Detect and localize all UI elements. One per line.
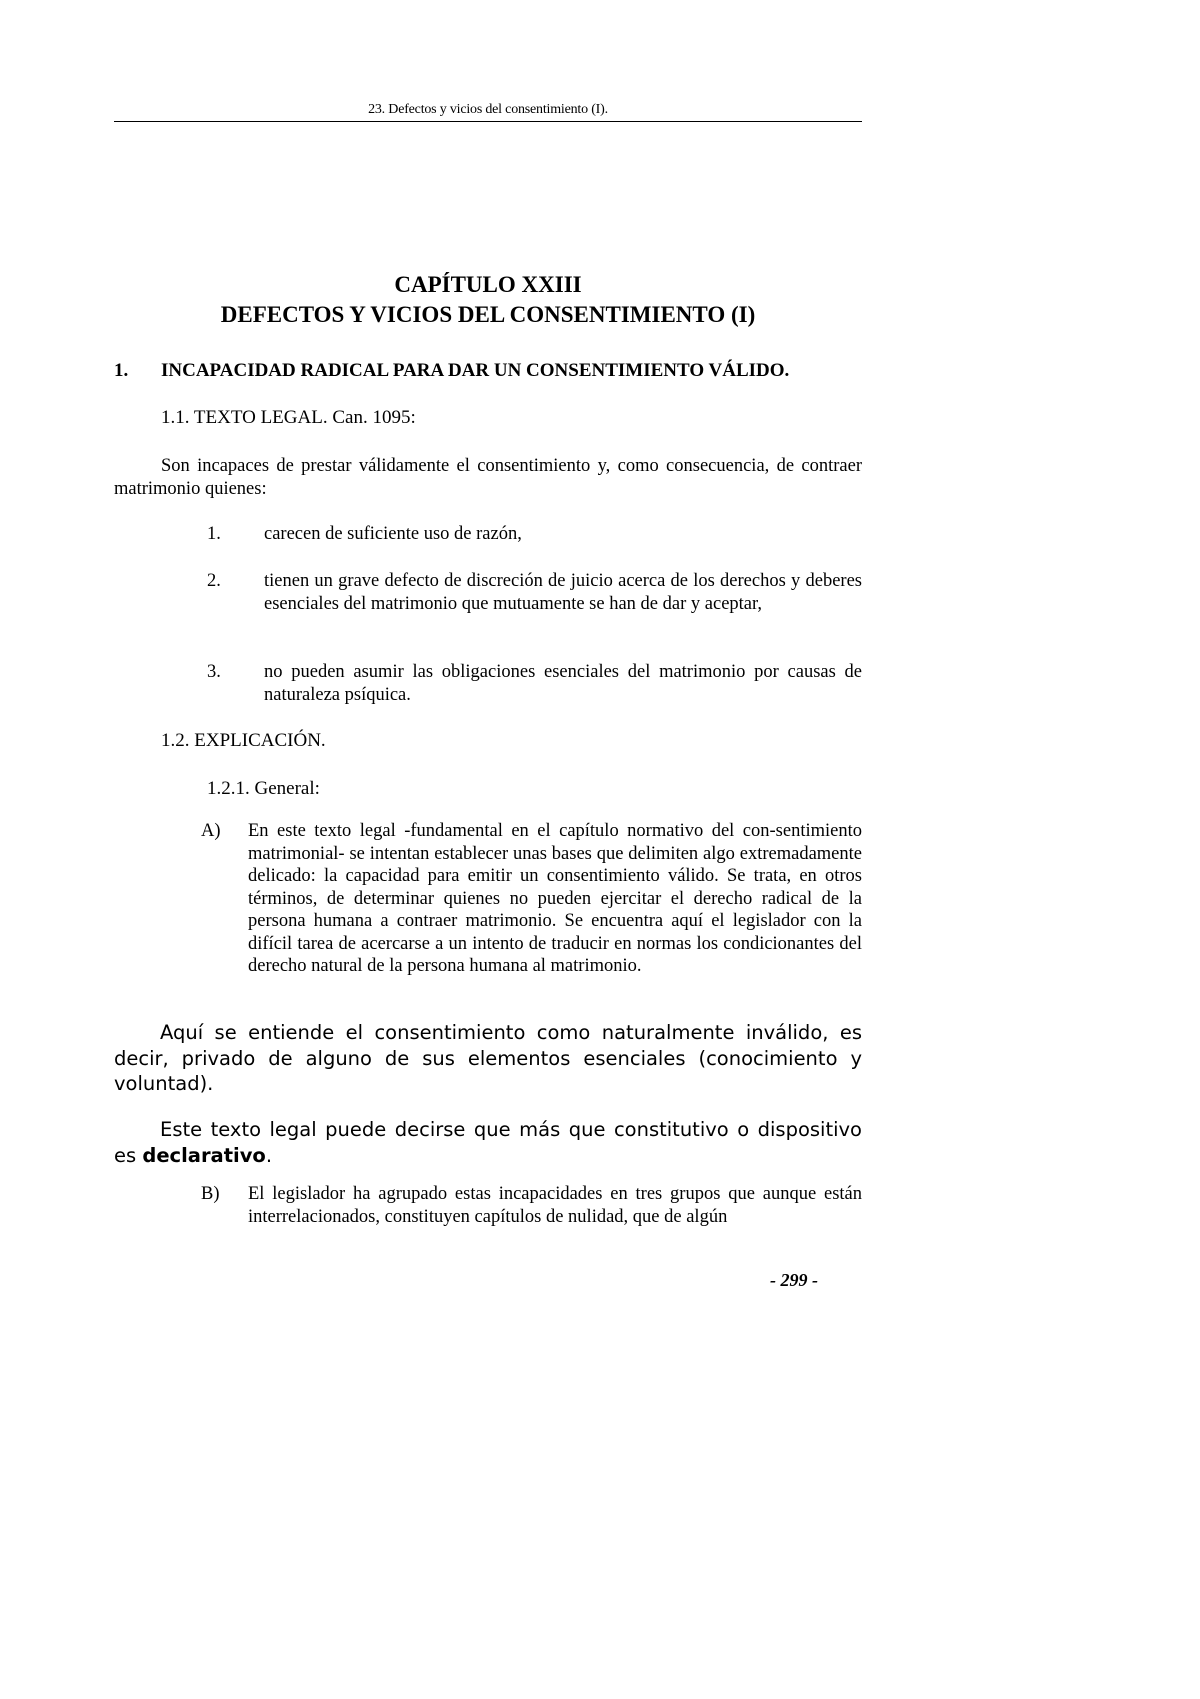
list-item-text: carecen de suficiente uso de razón,	[264, 524, 522, 544]
point-a-label: A)	[201, 821, 221, 841]
note-paragraph-2	[114, 1117, 862, 1168]
page-number: - 299 -	[770, 1270, 818, 1290]
list-item-text: tienen un grave defecto de discreción de juicio acerca de los derechos y deberes esenciales del matrimonio que mutuamente se han de dar y aceptar,	[264, 571, 862, 614]
subsection-heading-1-1: 1.1. TEXTO LEGAL. Can. 1095:	[161, 407, 416, 428]
point-b-label: B)	[201, 1184, 220, 1204]
chapter-title	[114, 270, 862, 330]
section-number: 1.	[114, 360, 129, 381]
intro-paragraph: Son incapaces de prestar válidamente el consentimiento y, como consecuencia, de contraer matrimonio quienes:	[114, 456, 862, 499]
emphasis-declarativo: declarativo	[142, 1143, 266, 1167]
point-b-text: El legislador ha agrupado estas incapacidades en tres grupos que aunque están interrelacionados, constituyen capítulos de nulidad, que de algún	[248, 1184, 862, 1227]
section-title: INCAPACIDAD RADICAL PARA DAR UN CONSENTIMIENTO VÁLIDO.	[161, 360, 790, 381]
list-item-number: 1.	[207, 524, 221, 544]
chapter-name: DEFECTOS Y VICIOS DEL CONSENTIMIENTO (I)	[220, 302, 756, 327]
header-rule	[114, 121, 862, 122]
subsection-heading-1-2-1: 1.2.1. General:	[207, 778, 320, 799]
note-paragraph-2-end: .	[265, 1143, 273, 1167]
list-item-text: no pueden asumir las obligaciones esenciales del matrimonio por causas de naturaleza psíquica.	[264, 662, 862, 705]
list-item-number: 2.	[207, 571, 221, 591]
point-a-text: En este texto legal -fundamental en el capítulo normativo del con-sentimiento matrimonial- se intentan establecer unas bases que delimiten algo extremadamente delicado: la capacidad para emitir un consentimiento válido. Se trata, en otros términos, de determinar quienes no pueden ejercitar el derecho radical de la persona humana a contraer matrimonio. Se encuentra aquí el legislador con la difícil tarea de acercarse a un intento de traducir en normas los condicionantes del derecho natural de la persona humana al matrimonio.	[248, 821, 862, 976]
subsection-heading-1-2: 1.2. EXPLICACIÓN.	[161, 730, 326, 751]
running-header: 23. Defectos y vicios del consentimiento (I).	[368, 102, 608, 117]
list-item-number: 3.	[207, 662, 221, 682]
note-paragraph-1: Aquí se entiende el consentimiento como naturalmente inválido, es decir, privado de alguno de sus elementos esenciales (conocimiento y voluntad).	[114, 1021, 862, 1095]
note-paragraph-2-text: Este texto legal puede decirse que más que constitutivo o dispositivo es	[114, 1118, 862, 1167]
chapter-number: CAPÍTULO XXIII	[394, 272, 582, 297]
